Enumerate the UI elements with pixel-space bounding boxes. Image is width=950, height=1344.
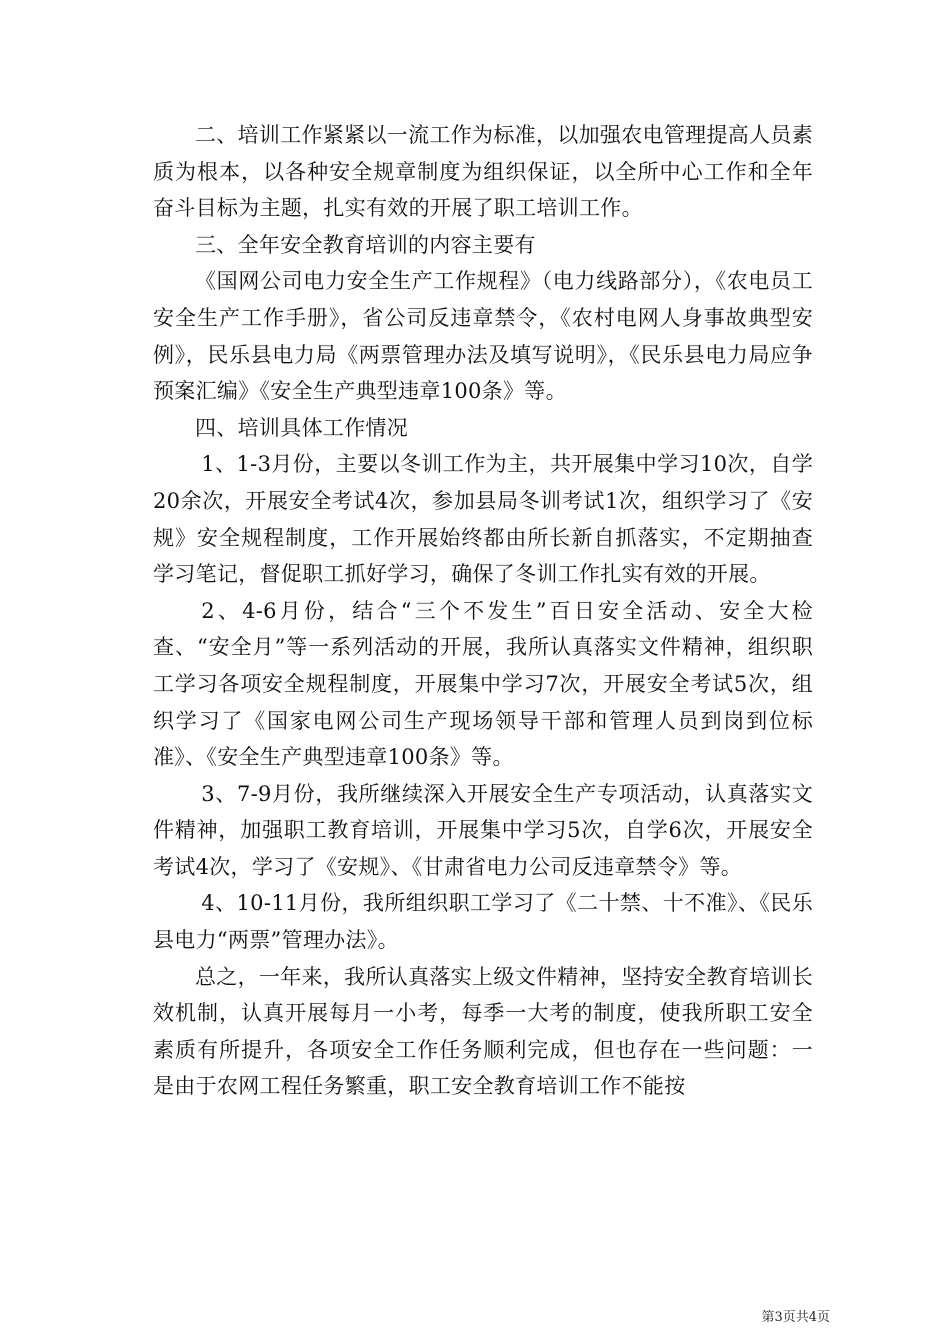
document-body (153, 117, 813, 1105)
paragraph-jul-sep: 3、7-9月份，我所继续深入开展安全生产专项活动，认真落实文件精神，加强职工教育培训，开展集中学习5次，自学6次，开展安全考试4次，学习了《安规》、《甘肃省电力公司反违章禁令》等。 (153, 781, 813, 879)
paragraph-summary: 总之，一年来，我所认真落实上级文件精神，坚持安全教育培训长效机制，认真开展每月一小考，每季一大考的制度，使我所职工安全素质有所提升，各项安全工作任务顺利完成，但也存在一些问题：一是由于农网工程任务繁重，职工安全教育培训工作不能按 (153, 964, 813, 1099)
heading-training-details: 四、培训具体工作情况 (195, 415, 408, 440)
page-number: 第3页共4页 (761, 1310, 830, 1325)
paragraph-jan-mar: 1、1-3月份，主要以冬训工作为主，共开展集中学习10次，自学20余次，开展安全考试4次，参加县局冬训考试1次，组织学习了《安规》安全规程制度，工作开展始终都由所长新自抓落实，不定期抽查学习笔记，督促职工抓好学习，确保了冬训工作扎实有效的开展。 (153, 452, 813, 587)
paragraph-training-standard: 二、培训工作紧紧以一流工作为标准，以加强农电管理提高人员素质为根本，以各种安全规章制度为组织保证，以全所中心工作和全年奋斗目标为主题，扎实有效的开展了职工培训工作。 (153, 123, 813, 221)
heading-training-content: 三、全年安全教育培训的内容主要有 (195, 232, 536, 257)
paragraph-training-materials: 《国网公司电力安全生产工作规程》（电力线路部分），《农电员工安全生产工作手册》，省公司反违章禁令，《农村电网人身事故典型安例》，民乐县电力局《两票管理办法及填写说明》，《民乐县电力局应争预案汇编》《安全生产典型违章100条》等。 (153, 269, 813, 404)
paragraph-oct-nov: 4、10-11月份，我所组织职工学习了《二十禁、十不准》、《民乐县电力“两票”管理办法》。 (153, 891, 813, 953)
paragraph-apr-jun: 2、4-6月份，结合“三个不发生”百日安全活动、安全大检查、“安全月”等一系列活动的开展，我所认真落实文件精神，组织职工学习各项安全规程制度，开展集中学习7次，开展安全考试5次，组织学习了《国家电网公司生产现场领导干部和管理人员到岗到位标准》、《安全生产典型违章100条》等。 (153, 598, 813, 770)
